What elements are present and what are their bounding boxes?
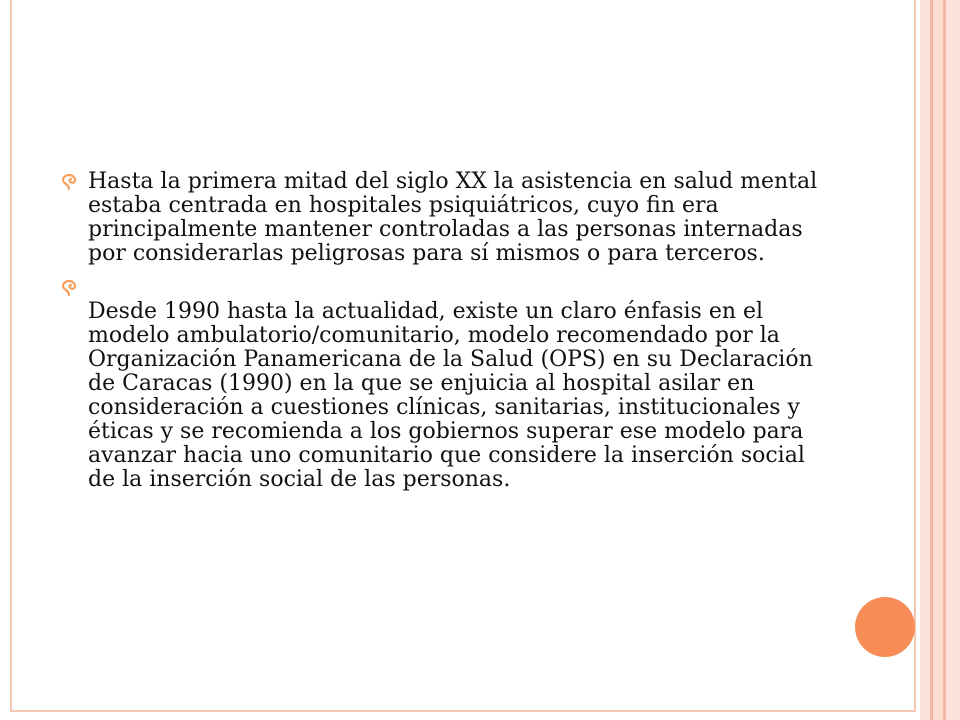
decorative-circle xyxy=(855,597,915,657)
loop-bullet-icon xyxy=(60,279,78,297)
decorative-stripe xyxy=(946,0,960,720)
loop-bullet-icon xyxy=(60,173,78,191)
list-item xyxy=(60,170,830,266)
decorative-stripe xyxy=(933,0,943,720)
bullet-text: Desde 1990 hasta la actualidad, existe un claro énfasis en el modelo ambulatorio/comunitario, modelo recomendado por la Organización Panamericana de la Salud (OPS) en su Declaración de Caracas (1990) en la que se enjuicia al hospital asilar en consideración a cuestiones clínicas, sanitarias, institucionales y éticas y se recomienda a los gobiernos superar ese modelo para avanzar hacia uno comunitario que considere la inserción social de la inserción social de las personas. xyxy=(88,299,813,492)
decorative-stripe xyxy=(920,0,930,720)
list-item xyxy=(60,276,830,492)
bullet-text: Hasta la primera mitad del siglo XX la asistencia en salud mental estaba centrada en hospitales psiquiátricos, cuyo fin era principalmente mantener controladas a las personas internadas por considerarlas peligrosas para sí mismos o para terceros. xyxy=(88,169,818,266)
bullet-list xyxy=(60,170,830,502)
